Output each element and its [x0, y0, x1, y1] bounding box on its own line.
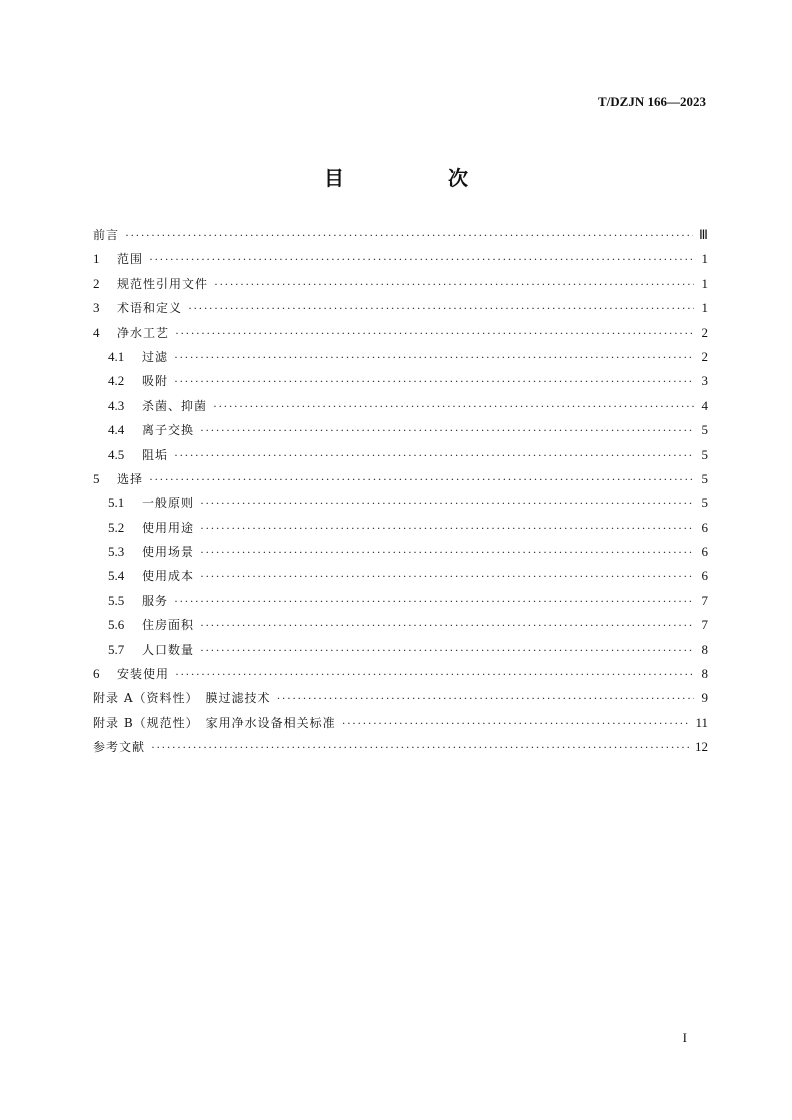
toc-entry-number: 4.5 [108, 446, 125, 462]
toc-entry-title: 住房面积 [142, 618, 195, 633]
toc-entry-title: 附录 A（资料性） 膜过滤技术 [93, 691, 271, 706]
toc-entry-page: 1 [701, 251, 708, 267]
toc-entry-title: 使用成本 [142, 569, 195, 584]
toc-entry-page: 8 [701, 666, 708, 682]
toc-entry-number: 5.5 [108, 592, 125, 608]
toc-entry[interactable] [93, 567, 708, 591]
toc-entry-page: 5 [701, 495, 708, 511]
toc-entry-title: 术语和定义 [117, 301, 183, 316]
toc-leader-dots [200, 618, 694, 633]
toc-entry-number: 5.4 [108, 568, 125, 584]
toc-leader-dots [174, 594, 694, 609]
toc-entry[interactable] [93, 324, 708, 348]
toc-entry-page: 1 [701, 300, 708, 316]
toc-entry[interactable] [93, 519, 708, 543]
toc-entry-page: 11 [695, 714, 708, 730]
toc-entry-page: 1 [701, 275, 708, 291]
toc-entry-title: 阻垢 [142, 447, 169, 462]
toc-entry-title: 离子交换 [142, 423, 195, 438]
toc-entry-title: 人口数量 [142, 642, 195, 657]
toc-entry-page: 6 [701, 544, 708, 560]
toc-entry-page: 9 [701, 690, 708, 706]
toc-entry-page: 5 [701, 422, 708, 438]
toc-entry-number: 1 [93, 251, 100, 267]
toc-leader-dots [174, 374, 694, 389]
toc-entry[interactable] [93, 470, 708, 494]
toc-entry-number: 4.1 [108, 348, 125, 364]
toc-entry-title: 规范性引用文件 [117, 276, 209, 291]
page-number: I [682, 1030, 687, 1045]
toc-entry-title: 服务 [142, 593, 169, 608]
toc-entry-page: 8 [701, 641, 708, 657]
toc-entry[interactable] [93, 226, 708, 250]
toc-entry-title: 一般原则 [142, 496, 195, 511]
toc-entry-number: 5.1 [108, 495, 125, 511]
toc-entry-page: 2 [701, 324, 708, 340]
toc-leader-dots [200, 569, 694, 584]
toc-entry-number: 4.3 [108, 397, 125, 413]
toc-entry[interactable] [93, 494, 708, 518]
page-title: 目 次 [324, 166, 510, 190]
toc-entry[interactable] [93, 689, 708, 713]
toc-entry-page: 7 [701, 617, 708, 633]
toc-entry-number: 4.2 [108, 373, 125, 389]
toc-entry[interactable] [93, 714, 708, 738]
toc-entry[interactable] [93, 299, 708, 323]
toc-entry-number: 2 [93, 275, 100, 291]
toc-leader-dots [342, 716, 690, 731]
toc-entry-title: 范围 [117, 252, 144, 267]
toc-entry[interactable] [93, 275, 708, 299]
toc-entry-page: 12 [695, 739, 708, 755]
toc-entry-number: 3 [93, 300, 100, 316]
toc-leader-dots [214, 277, 694, 292]
toc-leader-dots [200, 545, 694, 560]
toc-entry[interactable] [93, 616, 708, 640]
toc-entry[interactable] [93, 665, 708, 689]
toc-leader-dots [188, 301, 694, 316]
toc-entry-number: 5.7 [108, 641, 125, 657]
toc-entry-number: 5.6 [108, 617, 125, 633]
toc-entry-number: 4 [93, 324, 100, 340]
toc-entry[interactable] [93, 738, 708, 762]
toc-entry-title: 杀菌、抑菌 [142, 398, 208, 413]
toc-leader-dots [200, 521, 694, 536]
toc-entry-page: 7 [701, 592, 708, 608]
toc-entry-number: 6 [93, 666, 100, 682]
toc-leader-dots [151, 740, 689, 755]
toc-entry-page: 3 [701, 373, 708, 389]
toc-leader-dots [125, 228, 693, 243]
toc-entry-title: 前言 [93, 228, 120, 242]
table-of-contents [93, 226, 708, 763]
toc-entry[interactable] [93, 446, 708, 470]
toc-entry-title: 选择 [117, 471, 144, 486]
toc-entry[interactable] [93, 372, 708, 396]
toc-entry[interactable] [93, 397, 708, 421]
toc-entry-title: 净水工艺 [117, 325, 170, 340]
toc-entry-title: 附录 B（规范性） 家用净水设备相关标准 [93, 715, 336, 730]
toc-entry[interactable] [93, 421, 708, 445]
toc-entry[interactable] [93, 592, 708, 616]
toc-entry-page: 4 [701, 397, 708, 413]
toc-entry-title: 参考文献 [93, 740, 146, 755]
toc-leader-dots [175, 667, 694, 682]
toc-entry-page: 2 [701, 348, 708, 364]
toc-entry-page: Ⅲ [699, 227, 708, 242]
toc-entry-title: 吸附 [142, 374, 169, 389]
toc-entry-title: 安装使用 [117, 667, 170, 682]
toc-entry-page: 5 [701, 446, 708, 462]
toc-leader-dots [200, 423, 694, 438]
toc-entry[interactable] [93, 641, 708, 665]
toc-entry[interactable] [93, 348, 708, 372]
toc-leader-dots [200, 496, 694, 511]
toc-leader-dots [276, 691, 694, 706]
toc-entry-number: 5 [93, 470, 100, 486]
document-code: T/DZJN 166—2023 [598, 94, 706, 109]
toc-entry-page: 6 [701, 519, 708, 535]
toc-leader-dots [200, 643, 694, 658]
toc-leader-dots [213, 399, 694, 414]
toc-entry[interactable] [93, 250, 708, 274]
toc-entry-number: 5.2 [108, 519, 125, 535]
toc-entry-page: 5 [701, 470, 708, 486]
toc-entry[interactable] [93, 543, 708, 567]
toc-leader-dots [174, 350, 694, 365]
toc-leader-dots [149, 252, 694, 267]
toc-leader-dots [174, 448, 694, 463]
toc-entry-page: 6 [701, 568, 708, 584]
toc-entry-number: 4.4 [108, 422, 125, 438]
toc-entry-title: 过滤 [142, 349, 169, 364]
toc-entry-title: 使用场景 [142, 545, 195, 560]
toc-entry-title: 使用用途 [142, 520, 195, 535]
toc-leader-dots [149, 472, 694, 487]
toc-entry-number: 5.3 [108, 544, 125, 560]
toc-leader-dots [175, 326, 694, 341]
